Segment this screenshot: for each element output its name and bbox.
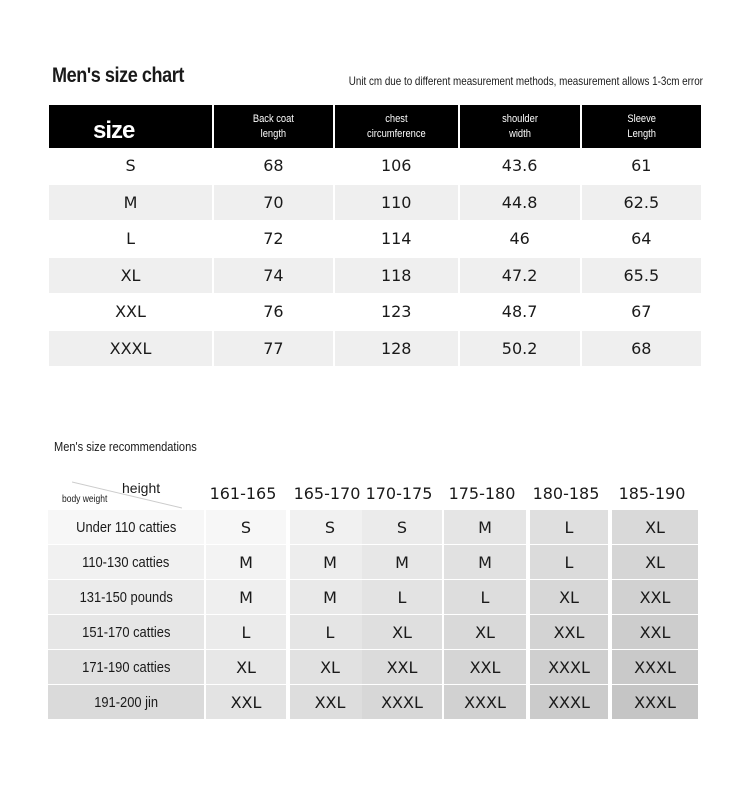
recommended-size-cell: XXL [362, 650, 442, 684]
size-chart-cell: M [49, 185, 212, 222]
recommended-size-cell: M [290, 545, 370, 579]
weight-range-label [48, 545, 204, 579]
recommended-size-cell: S [362, 510, 442, 544]
weight-range-text: Under 110 catties [75, 518, 177, 536]
size-chart-cell: 72 [214, 221, 333, 258]
height-range-header: 180-185 [532, 483, 600, 503]
recommended-size-cell: S [290, 510, 370, 544]
measurement-note: Unit cm due to different measurement methods, measurement allows 1-3cm error [348, 74, 703, 88]
size-chart-cell: 110 [335, 185, 458, 222]
size-chart-cell: 68 [214, 148, 333, 185]
height-range-header: 161-165 [209, 483, 277, 503]
recommended-size-cell: L [444, 580, 526, 614]
recommended-size-cell: XXXL [530, 685, 608, 719]
recommended-size-cell: XXXL [612, 650, 698, 684]
weight-range-text: 171-190 catties [81, 658, 171, 676]
recommended-size-cell: XXL [290, 685, 370, 719]
size-chart-col-header: Sleeve Length [582, 105, 701, 148]
recommended-size-cell: XXL [612, 580, 698, 614]
recommended-size-cell: XXL [530, 615, 608, 649]
recommended-size-cell: L [530, 510, 608, 544]
size-chart-cell: S [49, 148, 212, 185]
height-range-header: 175-180 [448, 483, 516, 503]
recommended-size-cell: XXXL [362, 685, 442, 719]
weight-range-text: 131-150 pounds [79, 588, 173, 606]
size-chart-cell: 114 [335, 221, 458, 258]
weight-range-text: 151-170 catties [81, 623, 171, 641]
size-chart-cell: 123 [335, 294, 458, 331]
recommended-size-cell: L [290, 615, 370, 649]
size-chart-cell: 50.2 [460, 331, 580, 368]
recommended-size-cell: XXL [206, 685, 286, 719]
weight-range-label [48, 510, 204, 544]
size-chart-cell: 62.5 [582, 185, 701, 222]
size-chart-cell: XXXL [49, 331, 212, 368]
size-chart-row [49, 221, 701, 258]
weight-range-text: 110-130 catties [82, 553, 170, 571]
size-chart-row [49, 258, 701, 295]
recommended-size-cell: M [290, 580, 370, 614]
weight-range-text: 191-200 jin [94, 693, 158, 711]
size-chart-cell: 106 [335, 148, 458, 185]
recommended-size-cell: XXXL [444, 685, 526, 719]
recommendations-title: Men's size recommendations [54, 439, 197, 454]
size-chart-cell: 118 [335, 258, 458, 295]
size-chart-table [47, 105, 703, 367]
recommended-size-cell: XL [530, 580, 608, 614]
height-range-header: 185-190 [618, 483, 686, 503]
recommended-size-cell: XL [206, 650, 286, 684]
recommended-size-cell: S [206, 510, 286, 544]
size-chart-row [49, 294, 701, 331]
recommendations-grid [48, 476, 700, 720]
size-chart-row [49, 185, 701, 222]
size-chart-cell: 61 [582, 148, 701, 185]
recommended-size-cell: L [530, 545, 608, 579]
size-chart-cell: XL [49, 258, 212, 295]
recommended-size-cell: XL [362, 615, 442, 649]
size-chart-cell: 128 [335, 331, 458, 368]
size-chart-cell: 65.5 [582, 258, 701, 295]
size-chart-col-header: shoulder width [460, 105, 580, 148]
corner-height-label: height [122, 480, 161, 496]
size-chart-cell: 43.6 [460, 148, 580, 185]
size-chart-col-header: Back coat length [214, 105, 333, 148]
size-chart-header-row [49, 105, 701, 148]
size-chart-cell: 77 [214, 331, 333, 368]
recommended-size-cell: M [444, 510, 526, 544]
recommended-size-cell: XXXL [612, 685, 698, 719]
size-chart-cell: 68 [582, 331, 701, 368]
size-chart-col-header: chest circumference [335, 105, 458, 148]
weight-range-label [48, 580, 204, 614]
height-range-header: 170-175 [365, 483, 433, 503]
size-chart-cell: 44.8 [460, 185, 580, 222]
recommended-size-cell: M [362, 545, 442, 579]
recommended-size-cell: XL [290, 650, 370, 684]
size-chart-cell: L [49, 221, 212, 258]
size-chart-cell: 70 [214, 185, 333, 222]
size-chart-cell: 47.2 [460, 258, 580, 295]
size-chart-cell: 67 [582, 294, 701, 331]
corner-weight-label: body weight [62, 494, 108, 505]
recommended-size-cell: XXL [612, 615, 698, 649]
size-chart-cell: 74 [214, 258, 333, 295]
recommended-size-cell: XXXL [530, 650, 608, 684]
recommended-size-cell: M [206, 580, 286, 614]
size-chart-cell: 46 [460, 221, 580, 258]
recommended-size-cell: M [444, 545, 526, 579]
size-chart-cell: 64 [582, 221, 701, 258]
size-chart-cell: XXL [49, 294, 212, 331]
recommended-size-cell: XL [612, 545, 698, 579]
weight-range-label [48, 650, 204, 684]
size-chart-row [49, 331, 701, 368]
recommended-size-cell: L [206, 615, 286, 649]
size-chart-cell: 76 [214, 294, 333, 331]
size-chart-col-header: size [49, 105, 212, 148]
size-chart-body [49, 148, 701, 367]
page-title: Men's size chart [52, 64, 184, 87]
size-chart-cell: 48.7 [460, 294, 580, 331]
height-range-header: 165-170 [293, 483, 361, 503]
recommended-size-cell: XL [612, 510, 698, 544]
recommended-size-cell: XL [444, 615, 526, 649]
recommended-size-cell: XXL [444, 650, 526, 684]
weight-range-label [48, 615, 204, 649]
recommended-size-cell: L [362, 580, 442, 614]
recommended-size-cell: M [206, 545, 286, 579]
size-chart-row [49, 148, 701, 185]
weight-range-label [48, 685, 204, 719]
